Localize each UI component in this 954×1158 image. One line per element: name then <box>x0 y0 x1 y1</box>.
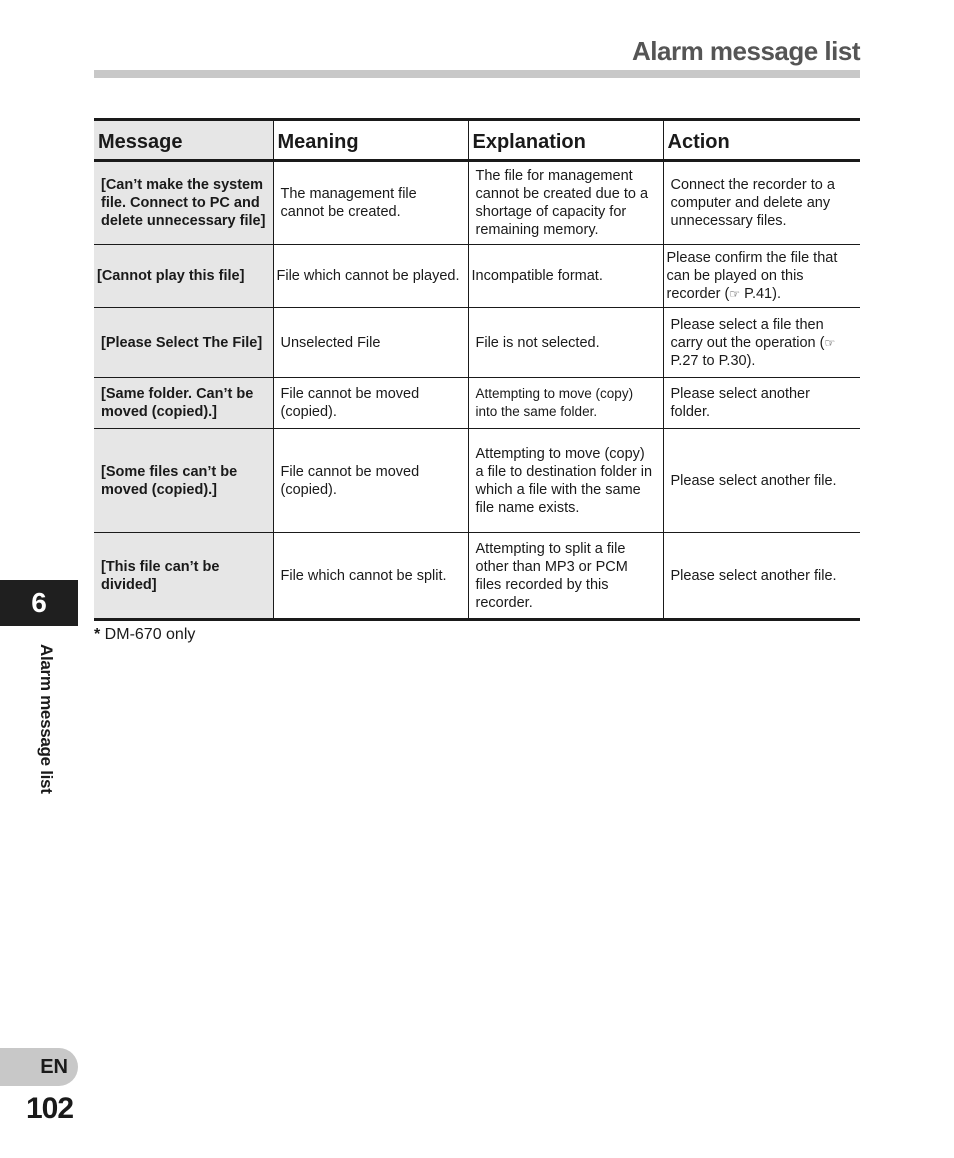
message-cell: [Cannot play this file] <box>94 245 273 308</box>
action-cell: Please select another folder. <box>663 378 860 429</box>
message-cell: [Some files can’t be moved (copied).] <box>94 429 273 533</box>
explanation-cell: Attempting to move (copy) into the same folder. <box>468 378 663 429</box>
meaning-cell: File which cannot be split. <box>273 533 468 620</box>
action-cell: Please select another file. <box>663 533 860 620</box>
page-reference: P.41). <box>744 286 781 302</box>
table-row <box>94 161 860 245</box>
chapter-side-label: Alarm message list <box>37 644 56 794</box>
column-header-explanation: Explanation <box>468 120 663 161</box>
explanation-cell: Incompatible format. <box>468 245 663 308</box>
meaning-cell: File cannot be moved (copied). <box>273 429 468 533</box>
meaning-cell: File which cannot be played. <box>273 245 468 308</box>
action-cell <box>663 245 860 308</box>
page-number: 102 <box>26 1092 74 1125</box>
column-header-message: Message <box>94 120 273 161</box>
explanation-cell: File is not selected. <box>468 308 663 378</box>
message-cell: [Can’t make the system file. Connect to PC and delete unnecessary file] <box>94 161 273 245</box>
explanation-cell: Attempting to move (copy) a file to destination folder in which a file with the same file name exists. <box>468 429 663 533</box>
language-badge: EN <box>0 1048 78 1086</box>
meaning-cell: File cannot be moved (copied). <box>273 378 468 429</box>
explanation-cell: Attempting to split a file other than MP3 or PCM files recorded by this recorder. <box>468 533 663 620</box>
table-row <box>94 533 860 620</box>
table-row <box>94 245 860 308</box>
page-reference: P.27 to P.30). <box>670 352 756 369</box>
footnote <box>94 626 195 644</box>
table-header-row <box>94 120 860 161</box>
reference-hand-icon: ☞ <box>824 335 836 350</box>
table-row <box>94 378 860 429</box>
explanation-cell: The file for management cannot be created due to a shortage of capacity for remaining memory. <box>468 161 663 245</box>
page-title: Alarm message list <box>631 36 860 66</box>
table-row <box>94 429 860 533</box>
action-cell: Connect the recorder to a computer and delete any unnecessary files. <box>663 161 860 245</box>
action-text: Please confirm the file that can be played on this recorder ( <box>666 250 838 302</box>
column-header-action: Action <box>663 120 860 161</box>
message-cell: [This file can’t be divided] <box>94 533 273 620</box>
message-cell: [Same folder. Can’t be moved (copied).] <box>94 378 273 429</box>
footnote-text: DM-670 only <box>100 626 196 643</box>
footnote-mark: * <box>94 626 101 643</box>
message-cell: [Please Select The File] <box>94 308 273 378</box>
header-rule <box>94 70 860 78</box>
alarm-message-table <box>94 118 860 621</box>
action-cell <box>663 308 860 378</box>
meaning-cell: The management file cannot be created. <box>273 161 468 245</box>
action-text: Please select a file then carry out the operation ( <box>670 316 825 351</box>
reference-hand-icon: ☞ <box>729 287 741 301</box>
chapter-tab: 6 <box>0 580 78 626</box>
column-header-meaning: Meaning <box>273 120 468 161</box>
action-cell: Please select another file. <box>663 429 860 533</box>
meaning-cell: Unselected File <box>273 308 468 378</box>
table-row <box>94 308 860 378</box>
